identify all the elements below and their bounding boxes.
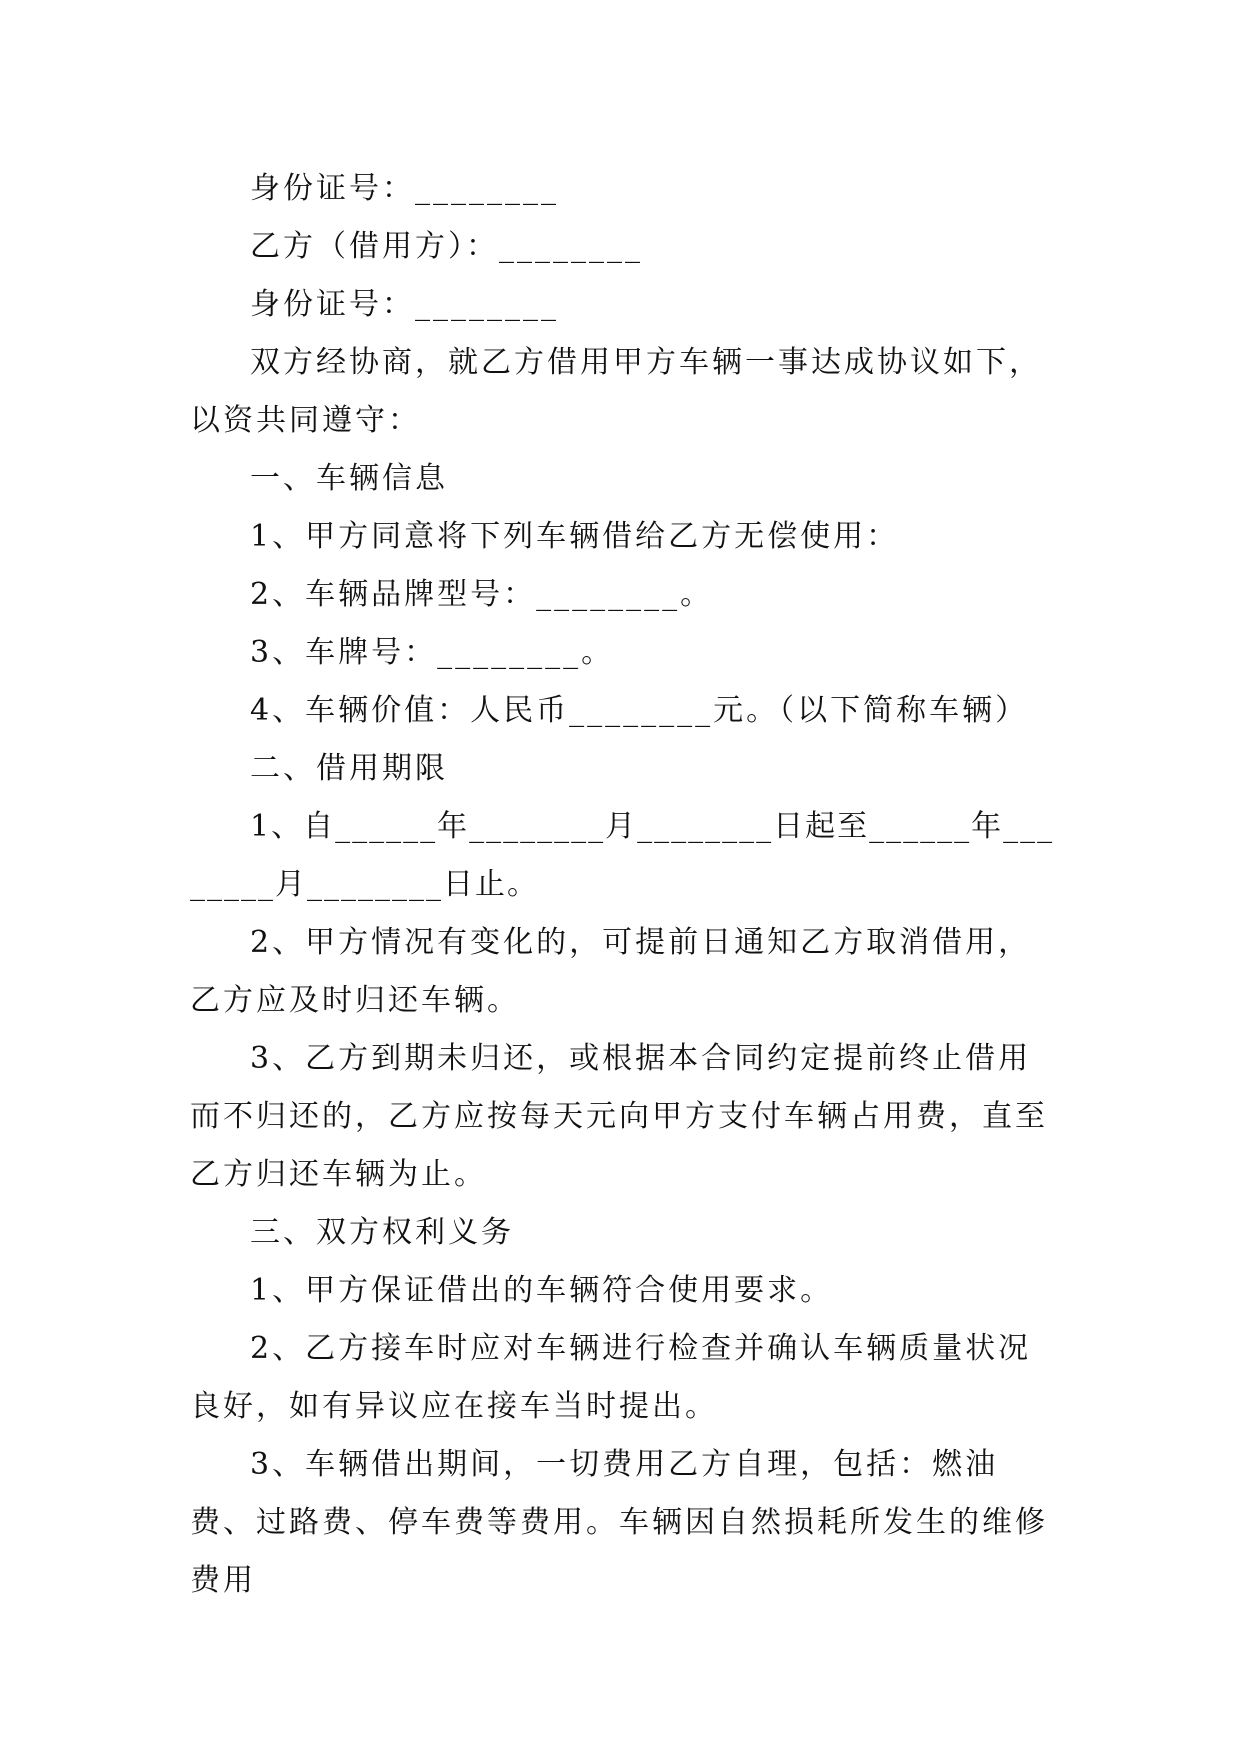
clause-1-4: 4、车辆价值：人民币________元。（以下简称车辆） <box>250 693 1029 728</box>
clause-1-2: 2、车辆品牌型号：________。 <box>250 577 714 612</box>
paragraph-party-b: 乙方（借用方）：________ <box>250 229 643 264</box>
clause-1-3: 3、车牌号：________。 <box>250 635 615 670</box>
clause-2-1: 1、自______年________月________日起至______年________月________日止。 <box>190 809 1055 902</box>
clause-2-2: 2、甲方情况有变化的，可提前日通知乙方取消借用，乙方应及时归还车辆。 <box>190 925 1032 1018</box>
clause-3-1: 1、甲方保证借出的车辆符合使用要求。 <box>250 1273 834 1308</box>
paragraph-preamble: 双方经协商，就乙方借用甲方车辆一事达成协议如下，以资共同遵守： <box>190 345 1042 438</box>
paragraph-party-a-id: 身份证号：________ <box>250 171 559 206</box>
section-heading-vehicle-info: 一、车辆信息 <box>250 461 448 496</box>
clause-3-2: 2、乙方接车时应对车辆进行检查并确认车辆质量状况良好，如有异议应在接车当时提出。 <box>190 1331 1032 1424</box>
document-body <box>190 160 1060 1610</box>
section-heading-rights-obligations: 三、双方权利义务 <box>250 1215 514 1250</box>
paragraph-party-b-id: 身份证号：________ <box>250 287 559 322</box>
clause-1-1: 1、甲方同意将下列车辆借给乙方无偿使用： <box>250 519 900 554</box>
section-heading-loan-period: 二、借用期限 <box>250 751 448 786</box>
clause-3-3: 3、车辆借出期间，一切费用乙方自理，包括：燃油费、过路费、停车费等费用。车辆因自然损耗所发生的维修费用 <box>190 1447 1048 1598</box>
clause-2-3: 3、乙方到期未归还，或根据本合同约定提前终止借用而不归还的，乙方应按每天元向甲方支付车辆占用费，直至乙方归还车辆为止。 <box>190 1041 1048 1192</box>
